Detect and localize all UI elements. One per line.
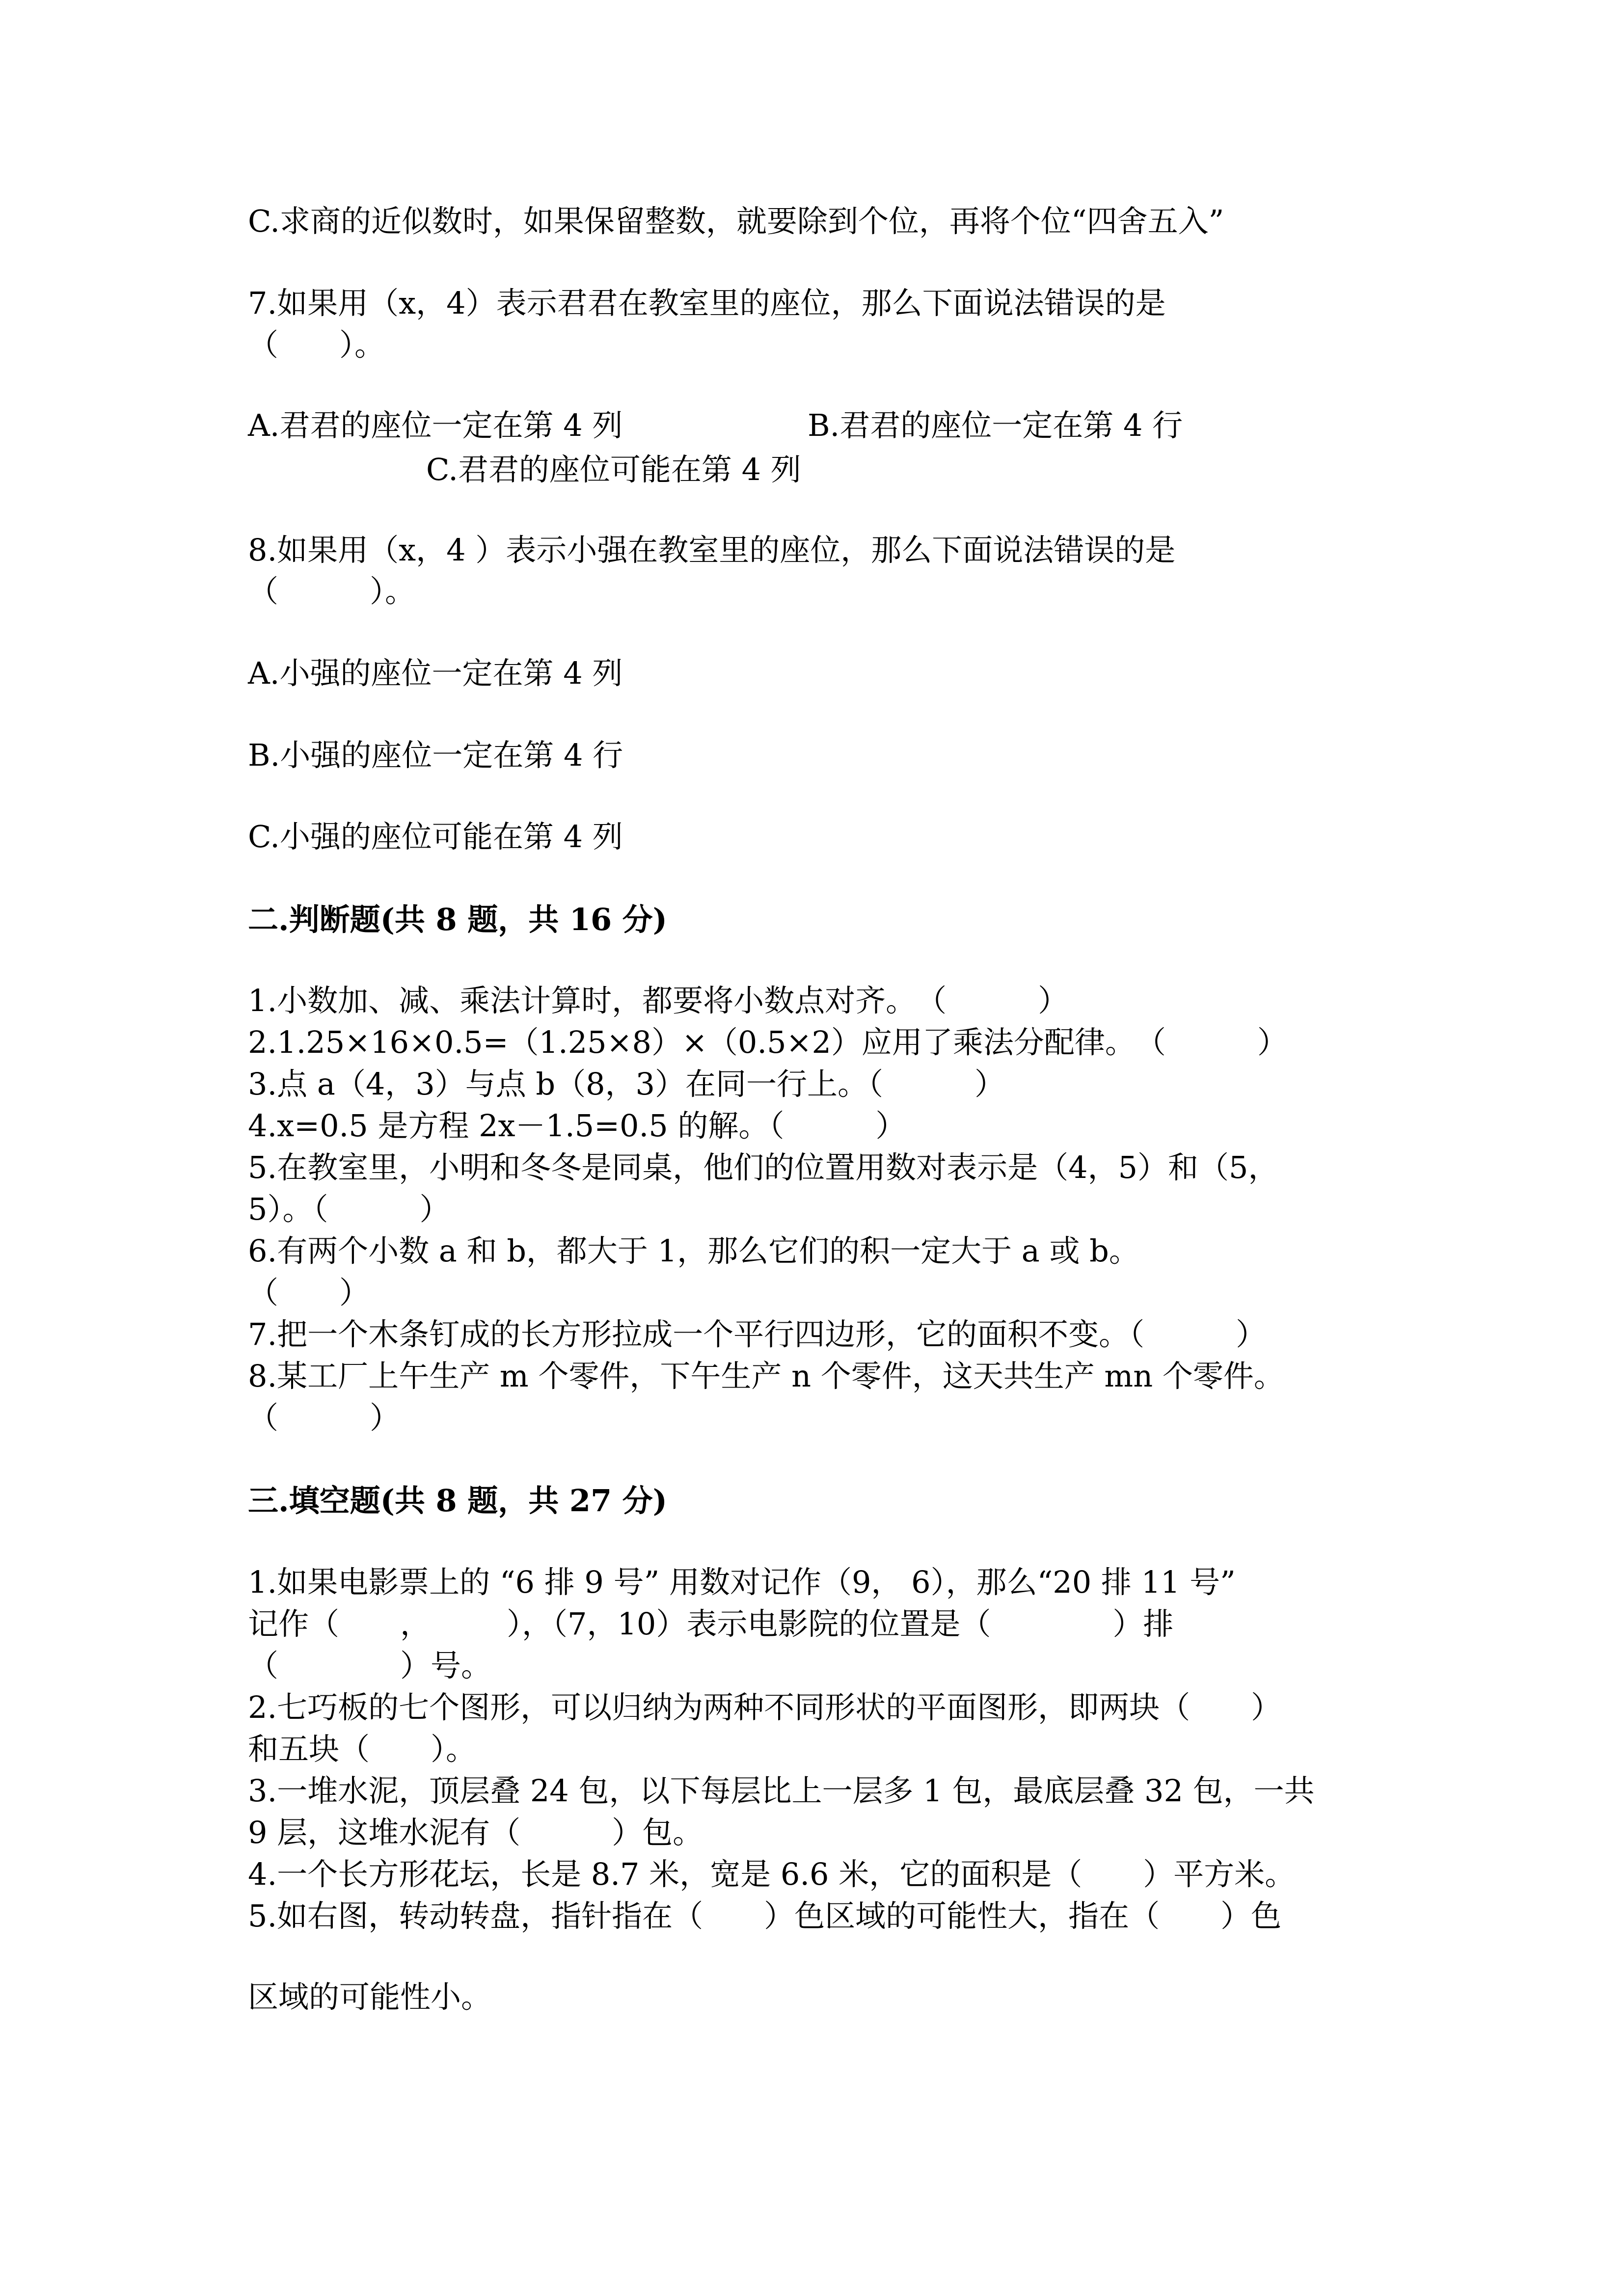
section2-line: 2.1.25×16×0.5=（1.25×8）×（0.5×2）应用了乘法分配律。 （ ） xyxy=(248,1024,1288,1060)
section2-line: 4.x=0.5 是方程 2x－1.5=0.5 的解。（ ） xyxy=(248,1108,906,1144)
section3-line: 记作（ ， ），（7，10）表示电影院的位置是（ ）排 xyxy=(248,1606,1174,1642)
section2-line: 3.点 a（4，3）与点 b（8，3）在同一行上。（ ） xyxy=(248,1066,1005,1102)
q8-option-a: A.小强的座位一定在第 4 列 xyxy=(248,655,623,691)
section3-line: 4.一个长方形花坛，长是 8.7 米，宽是 6.6 米，它的面积是（ ）平方米。 xyxy=(248,1856,1296,1892)
q7-option-b: B.君君的座位一定在第 4 行 xyxy=(808,407,1183,443)
section2-line: 6.有两个小数 a 和 b，都大于 1，那么它们的积一定大于 a 或 b。 xyxy=(248,1233,1139,1269)
section2-line: （ ） xyxy=(248,1400,401,1436)
section3-line: 2.七巧板的七个图形，可以归纳为两种不同形状的平面图形，即两块（ ） xyxy=(248,1689,1282,1725)
section3-line: 1.如果电影票上的 “6 排 9 号” 用数对记作（9， 6），那么“20 排 11 号” xyxy=(248,1564,1236,1600)
q8-option-b: B.小强的座位一定在第 4 行 xyxy=(248,737,623,773)
section3-heading: 三.填空题(共 8 题，共 27 分) xyxy=(248,1483,668,1519)
q7-stem-line2: （ ）。 xyxy=(248,327,385,363)
section3-line: 5.如右图，转动转盘，指针指在（ ）色区域的可能性大，指在（ ）色 xyxy=(248,1898,1282,1934)
q8-stem-line1: 8.如果用（x，4 ）表示小强在教室里的座位，那么下面说法错误的是 xyxy=(248,532,1176,568)
section2-line: 5.在教室里，小明和冬冬是同桌，他们的位置用数对表示是（4，5）和（5， xyxy=(248,1149,1279,1185)
section2-heading: 二.判断题(共 8 题，共 16 分) xyxy=(248,902,668,937)
q7-stem-line1: 7.如果用（x，4）表示君君在教室里的座位，那么下面说法错误的是 xyxy=(248,285,1166,321)
q8-option-c: C.小强的座位可能在第 4 列 xyxy=(248,819,623,854)
q8-stem-line2: （ ）。 xyxy=(248,573,416,609)
section3-line: 3.一堆水泥，顶层叠 24 包，以下每层比上一层多 1 包，最底层叠 32 包，一共 xyxy=(248,1773,1315,1809)
section2-line: 8.某工厂上午生产 m 个零件，下午生产 n 个零件，这天共生产 mn 个零件。 xyxy=(248,1358,1284,1394)
section3-line: 区域的可能性小。 xyxy=(248,1979,492,2015)
q7-option-c: C.君君的座位可能在第 4 列 xyxy=(426,452,801,487)
section2-line: 1.小数加、减、乘法计算时，都要将小数点对齐。 （ ） xyxy=(248,983,1069,1018)
section2-line: 7.把一个木条钉成的长方形拉成一个平行四边形，它的面积不变。（ ） xyxy=(248,1316,1267,1352)
section3-line: （ ）号。 xyxy=(248,1648,492,1683)
section3-line: 和五块（ ）。 xyxy=(248,1731,477,1767)
section2-line: 5）。（ ） xyxy=(248,1191,450,1227)
q7-option-a: A.君君的座位一定在第 4 列 xyxy=(248,407,623,443)
section2-line: （ ） xyxy=(248,1275,370,1310)
q6-option-c: C.求商的近似数时，如果保留整数，就要除到个位，再将个位“四舍五入” xyxy=(248,203,1224,239)
section3-line: 9 层，这堆水泥有（ ）包。 xyxy=(248,1815,704,1850)
